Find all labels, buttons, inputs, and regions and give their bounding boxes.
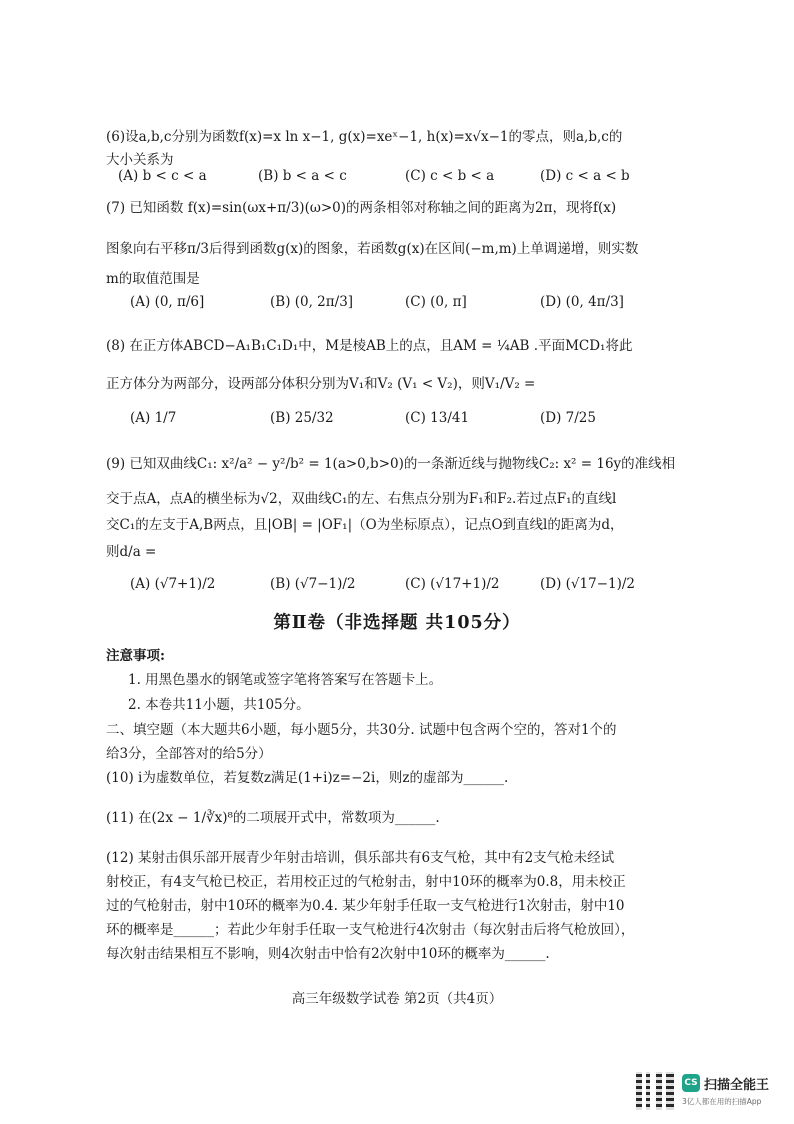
q6-option-d: (D) c < a < b <box>540 168 630 184</box>
q6-option-c: (C) c < b < a <box>405 168 495 184</box>
q9-option-d: (D) (√17−1)/2 <box>540 576 636 592</box>
q12-line5: 每次射击结果相互不影响，则4次射击中恰有2次射中10环的概率为______. <box>106 946 550 962</box>
q12-line4: 环的概率是______；若此少年射手任取一支气枪进行4次射击（每次射击后将气枪放回）， <box>106 922 635 938</box>
part2-line1: 二、填空题（本大题共6小题，每小题5分，共30分. 试题中包含两个空的，答对1个的 <box>106 722 617 738</box>
q7-option-c: (C) (0, π] <box>405 294 467 310</box>
part2-line2: 给3分，全部答对的给5分） <box>106 746 272 762</box>
q11: (11) 在(2x − 1/∛x)⁸的二项展开式中，常数项为______. <box>106 810 440 826</box>
q7-line3: m的取值范围是 <box>106 271 200 287</box>
q6-option-a: (A) b < c < a <box>118 168 207 184</box>
q8-option-d: (D) 7/25 <box>540 410 596 426</box>
notes-item-2: 2. 本卷共11小题，共105分。 <box>128 697 310 713</box>
q8-line1: (8) 在正方体ABCD−A₁B₁C₁D₁中，M是棱AB上的点，且AM = ¼AB .平面MCD₁将此 <box>106 338 633 354</box>
q7-option-a: (A) (0, π/6] <box>130 294 205 310</box>
scanner-app-subtitle: 3亿人都在用的扫描App <box>682 1097 762 1106</box>
q8-option-b: (B) 25/32 <box>270 410 334 426</box>
notes-item-1: 1. 用黑色墨水的钢笔或签字笔将答案写在答题卡上。 <box>128 672 443 688</box>
qr-code-pattern <box>636 1072 674 1110</box>
q9-option-a: (A) (√7+1)/2 <box>130 576 216 592</box>
q8-line2: 正方体分为两部分，设两部分体积分别为V₁和V₂ (V₁ < V₂)，则V₁/V₂ = <box>106 376 536 392</box>
q7-line1: (7) 已知函数 f(x)=sin(ωx+π/3)(ω>0)的两条相邻对称轴之间的距离为2π，现将f(x) <box>106 200 617 216</box>
section-title: 第Ⅱ卷（非选择题 共105分） <box>273 613 521 633</box>
q7-option-b: (B) (0, 2π/3] <box>270 294 354 310</box>
q9-option-c: (C) (√17+1)/2 <box>405 576 500 592</box>
q6-option-b: (B) b < a < c <box>258 168 347 184</box>
q7-option-d: (D) (0, 4π/3] <box>540 294 624 310</box>
q7-line2: 图象向右平移π/3后得到函数g(x)的图象，若函数g(x)在区间(−m,m)上单调递增，则实数 <box>106 241 639 257</box>
q9-line4: 则d/a = <box>106 544 157 560</box>
q9-line1: (9) 已知双曲线C₁: x²/a² − y²/b² = 1(a>0,b>0)的一条渐近线与抛物线C₂: x² = 16y的准线相 <box>106 456 676 472</box>
q10: (10) i为虚数单位，若复数z满足(1+i)z=−2i，则z的虚部为______. <box>106 770 509 786</box>
q9-option-b: (B) (√7−1)/2 <box>270 576 356 592</box>
q12-line3: 过的气枪射击，射中10环的概率为0.4. 某少年射手任取一支气枪进行1次射击，射中10 <box>106 898 625 914</box>
q6-line2: 大小关系为 <box>106 152 174 168</box>
q12-line1: (12) 某射击俱乐部开展青少年射击培训，俱乐部共有6支气枪，其中有2支气枪未经试 <box>106 850 615 866</box>
q8-option-a: (A) 1/7 <box>130 410 177 426</box>
camscanner-logo-icon: CS <box>682 1074 700 1092</box>
q8-option-c: (C) 13/41 <box>405 410 470 426</box>
scanner-app-title: 扫描全能王 <box>704 1078 770 1093</box>
q6-line1: (6)设a,b,c分别为函数f(x)=x ln x−1, g(x)=xeˣ−1, h(x)=x√x−1的零点，则a,b,c的 <box>106 129 623 145</box>
q12-line2: 射校正，有4支气枪已校正，若用校正过的气枪射击，射中10环的概率为0.8，用未校正 <box>106 874 626 890</box>
notes-heading: 注意事项: <box>106 648 165 664</box>
q9-line2: 交于点A，点A的横坐标为√2，双曲线C₁的左、右焦点分别为F₁和F₂.若过点F₁的直线l <box>106 491 617 507</box>
q9-line3: 交C₁的左支于A,B两点，且|OB| = |OF₁|（O为坐标原点），记点O到直线l的距离为d， <box>106 517 624 533</box>
page-footer: 高三年级数学试卷 第2页（共4页） <box>291 991 503 1007</box>
